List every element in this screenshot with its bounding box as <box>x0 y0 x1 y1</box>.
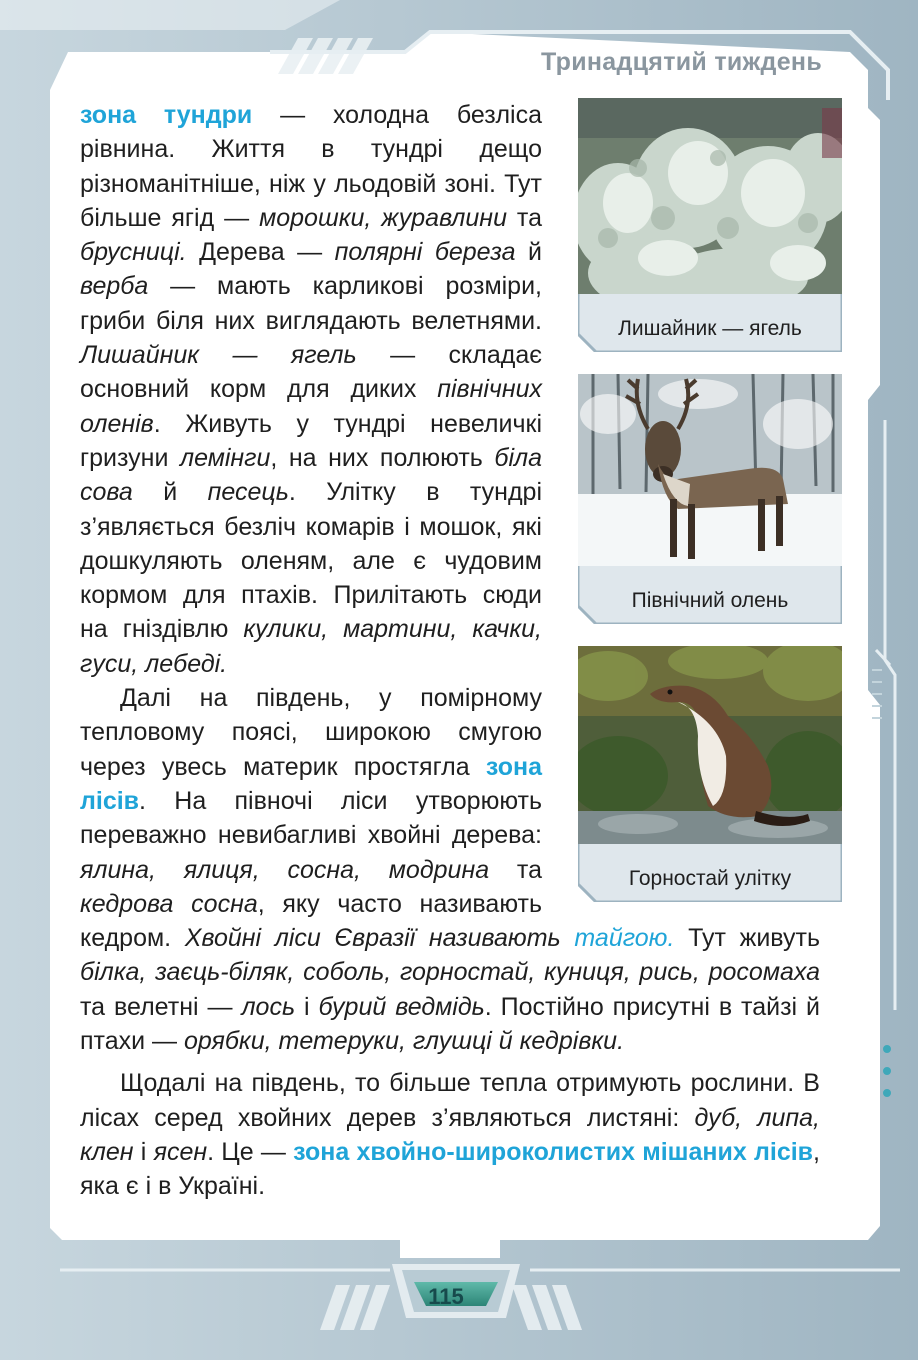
text-run: , на них полюють <box>270 443 495 472</box>
lichen-photo-icon <box>578 98 842 294</box>
text-run: — складає основний корм для диких <box>80 341 542 404</box>
text-run: Щодалі на південь, то більше тепла отримують рослини. В лісах серед хвойних дерев з’являються листяні: <box>80 1069 820 1132</box>
italic-run: білка, заєць-біляк, соболь, горностай, куниця, рись, росомаха <box>80 958 820 987</box>
paragraph-mixed-forest <box>80 1066 820 1203</box>
figure-caption: Північний олень <box>631 589 789 612</box>
figure-stoat <box>578 646 842 902</box>
term-taiga: тайгою. <box>574 924 675 953</box>
running-header: Тринадцятий тиждень <box>541 48 822 76</box>
text-run: . Постійно присутні в тайзі й птахи — <box>80 992 820 1056</box>
reindeer-photo-icon <box>578 374 842 566</box>
text-run: й <box>132 478 208 507</box>
italic-run: полярні береза <box>334 238 516 267</box>
italic-run: дуб, липа, клен <box>80 1103 820 1166</box>
text-run: . На півночі ліси утворюють переважно невибагливі хвойні дерева: <box>80 786 542 850</box>
italic-run: песець <box>207 478 289 507</box>
figure-caption: Горностай улітку <box>628 867 792 890</box>
italic-run: орябки, тетеруки, глушці й кедрівки. <box>183 1027 625 1056</box>
text-run: — мають карликові розміри, гриби біля них виглядають велетнями. <box>80 272 542 335</box>
italic-run: морошки, журавлини <box>259 203 507 232</box>
italic-run: ясен <box>153 1137 208 1166</box>
italic-run: біла сова <box>80 443 542 507</box>
text-run: Тут живуть <box>674 924 821 953</box>
text-run: і <box>295 992 319 1021</box>
italic-run: лось <box>241 992 296 1021</box>
figure-caption: Лишайник — ягель <box>618 317 802 340</box>
stoat-photo-icon <box>578 646 842 844</box>
figure-lichen <box>578 98 842 352</box>
text-run: та велетні — <box>80 992 242 1021</box>
text-run: Дерева — <box>186 238 335 267</box>
figure-column <box>552 98 842 914</box>
main-text <box>80 98 820 1204</box>
caption-box <box>578 566 842 624</box>
text-run: та <box>489 855 542 884</box>
caption-box <box>578 844 842 902</box>
text-run: , яку часто називають кедром. <box>80 889 542 953</box>
term-forest-zone: зона лісів <box>80 752 542 815</box>
italic-run: Лишайник — ягель <box>80 341 357 370</box>
italic-run: бурий ведмідь <box>318 992 485 1021</box>
italic-run: Хвойні ліси Євразії називають <box>184 924 575 953</box>
caption-box <box>578 294 842 352</box>
text-run: Далі на південь, у помірному тепловому поясі, широкою смугою через увесь материк простягла <box>80 684 542 781</box>
text-run: та <box>506 203 542 232</box>
italic-run: лемінги <box>179 443 271 472</box>
term-mixed-forest-zone: зона хвойно-широколистих мішаних лісів <box>293 1137 814 1166</box>
text-run: — холодна безліса рівнина. Життя в тундрі дещо різноманітніше, ніж у льодовій зоні. Тут більше ягід — <box>80 101 542 232</box>
text-run: . Улітку в тундрі з’являється безліч комарів і мошок, які дошкуляють оленям, але є чудовим кормом для птахів. Прилітають сюди на гніздівлю <box>80 478 542 644</box>
italic-run: брусниці. <box>80 238 187 267</box>
text-run: . Живуть у тундрі невеличкі гризуни <box>80 409 542 472</box>
text-run: і <box>133 1137 154 1166</box>
page-number: 115 <box>428 1284 464 1309</box>
italic-run: верба <box>80 272 149 301</box>
figure-reindeer <box>578 374 842 624</box>
term-tundra-zone: зона тундри <box>80 101 253 129</box>
italic-run: кедрова сосна <box>80 889 258 918</box>
text-run: , яка є і в Україні. <box>80 1137 820 1201</box>
text-run: . Це — <box>207 1137 294 1166</box>
italic-run: північних оленів <box>80 375 542 438</box>
italic-run: кулики, мартини, качки, гуси, лебеді. <box>80 615 543 678</box>
italic-run: ялина, ялиця, сосна, модрина <box>80 855 490 884</box>
text-run: й <box>515 238 542 267</box>
